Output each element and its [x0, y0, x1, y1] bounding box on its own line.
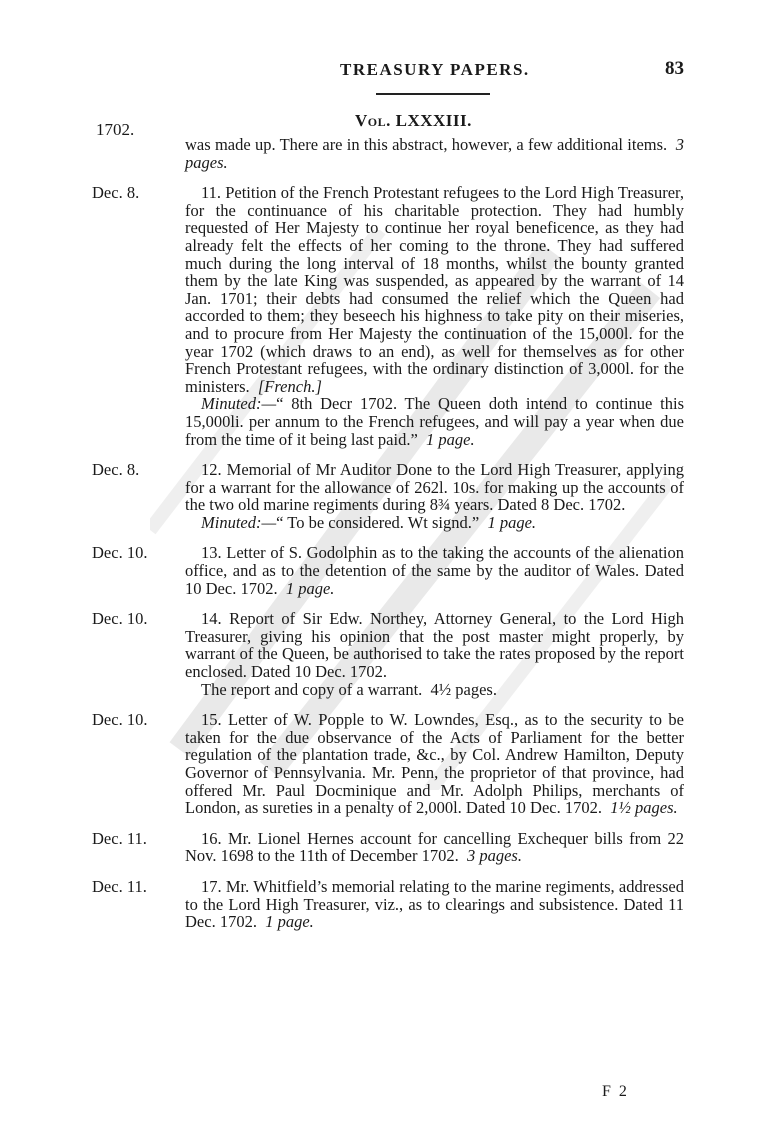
- entry-note: [French.]: [257, 376, 322, 396]
- entry-11: [0, 184, 768, 448]
- entry-body: was made up. There are in this abstract, however, a few additional items.: [185, 135, 668, 154]
- entry-date: Dec. 11.: [92, 876, 147, 896]
- entry-date: Dec. 10.: [92, 710, 148, 730]
- minute-text: “ To be considered. Wt signd.”: [276, 512, 480, 532]
- entry-body: 14. Report of Sir Edw. Northey, Attorney General, to the Lord High Treasurer, giving his opinion that the post master might properly, by warrant of the Queen, be authorised to take the rates proposed by the report enclosed. Dated 10 Dec. 1702.: [185, 609, 684, 682]
- entry-extent: 3 pages.: [466, 846, 522, 866]
- entry-date: Dec. 8.: [92, 183, 140, 203]
- entry-continuation: [0, 136, 768, 171]
- entry-body: 15. Letter of W. Popple to W. Lowndes, Esq., as to the security to be taken for the due observance of the Acts of Parliament for the better regulation of the plantation trade, &c., by Col. Andrew Hamilton, Deputy Governor of Pennsylvania. Mr. Penn, the proprietor of that province, had offered Mr. Paul Docminique and Mr. Adolph Philips, merchants of London, as sureties in a penalty of 2,000l. Dated 10 Dec. 1702.: [185, 710, 684, 818]
- entry-15: [0, 711, 768, 817]
- entry-13: [0, 544, 768, 597]
- minute-label: Minuted:—: [201, 512, 277, 532]
- entry-body: 16. Mr. Lionel Hernes account for cancelling Exchequer bills from 22 Nov. 1698 to the 11th of December 1702.: [185, 828, 684, 866]
- entry-date: Dec. 11.: [92, 828, 147, 848]
- entry-extent: 3 pages.: [185, 135, 684, 172]
- entry-extent: 1 page.: [285, 578, 335, 598]
- entry-body: 13. Letter of S. Godolphin as to the taking the accounts of the alienation office, and as to the detention of the same by the auditor of Wales. Dated 10 Dec. 1702.: [185, 543, 684, 598]
- entry-12: [0, 461, 768, 531]
- entry-17: [0, 878, 768, 931]
- entry-body: 17. Mr. Whitfield’s memorial relating to the marine regiments, addressed to the Lord High Treasurer, viz., as to clearings and subsistence. Dated 11 Dec. 1702.: [185, 876, 684, 932]
- entry-extent: 4½ pages.: [430, 679, 497, 699]
- entry-extent: 1½ pages.: [610, 798, 678, 818]
- entry-date: Dec. 10.: [92, 609, 148, 629]
- minute-label: Minuted:—: [201, 394, 277, 414]
- entry-date: Dec. 8.: [92, 460, 140, 480]
- entry-extent: 1 page.: [265, 912, 314, 932]
- signature-mark: F 2: [602, 1083, 629, 1100]
- entry-body: 12. Memorial of Mr Auditor Done to the Lord High Treasurer, applying for a warrant for the allowance of 262l. 10s. for making up the accounts of the two old marine regiments during 8¾ years. Dated 8 Dec. 1702.: [185, 460, 684, 515]
- page-number: 83: [665, 58, 684, 79]
- header-rule: [376, 93, 490, 95]
- entry-14: [0, 610, 768, 698]
- entry-body: 11. Petition of the French Protestant refugees to the Lord High Treasurer, for the continuance of his charitable protection. They had humbly requested of Her Majesty to continue her royal beneficence, as they had already felt the effects of her coming to the throne. They had suffered much during the long interval of 18 months, whilst the bounty granted them by the late King was suspended, as appeared by the warrant of 14 Jan. 1701; their debts had consumed the relief which the Queen had accorded to them; they beseech his highness to take pity on their miseries, and to procure from Her Majesty the continuation of the 15,000l. for the year 1702 (which draws to an end), as well for themselves as for other French Protestant refugees, with the ordinary distinction of 3,000l. for the ministers.: [185, 183, 684, 396]
- entries-list: [0, 136, 768, 944]
- entry-note: The report and copy of a warrant.: [201, 679, 423, 699]
- entry-extent: 1 page.: [426, 429, 475, 449]
- page-header: [340, 58, 684, 86]
- entry-16: [0, 830, 768, 865]
- entry-date: Dec. 10.: [92, 543, 148, 563]
- running-title: TREASURY PAPERS.: [340, 60, 530, 79]
- volume-label: Vol. LXXXIII.: [355, 111, 472, 130]
- year-label: 1702.: [96, 120, 135, 139]
- minute-text: “ 8th Decr 1702. The Queen doth intend to continue this 15,000li. per annum to the French refugees, and will pay a year when due from the time of it being last paid.”: [185, 394, 684, 449]
- entry-extent: 1 page.: [487, 512, 537, 532]
